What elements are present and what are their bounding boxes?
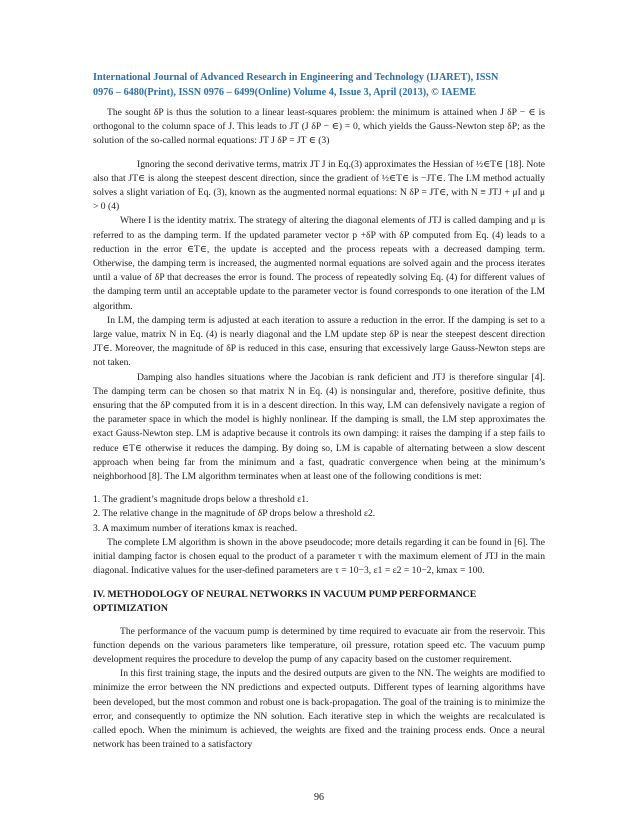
paragraph-training-stage: In this first training stage, the inputs and the desired outputs are given to the NN. The weights are modified to minimize the error between the NN predictions and expected outputs. Different types of learning algorithms have been developed, but the most common and robust one is back-propagation. The goal of the training is to minimize the error, and consequently to optimize the NN solution. Each iterative step in which the weights are recalculated is called epoch. When the minimum is achieved, the weights are fixed and the training process ends. Once a neural network has been trained to a satisfactory bbox=[93, 668, 545, 751]
paragraph-damping-strategy: Where I is the identity matrix. The strategy of altering the diagonal elements of JTJ is called damping and μ is referred to as the damping term. If the updated parameter vector p +δP with δP computed from Eq. (4) leads to a reduction in the error ∈T∈, the update is accepted and the process repeats with a decreased damping term. Otherwise, the damping term is increased, the augmented normal equations are solved again and the process iterates until a value of δP that decreases the error is found. The process of repeatedly solving Eq. (4) for different values of the damping term until an acceptable update to the parameter vector is found corresponds to one iteration of the LM algorithm. bbox=[93, 215, 545, 312]
paragraph-augmented-equations: Ignoring the second derivative terms, matrix JT J in Eq.(3) approximates the Hessian of ½∈T∈ [18]. Note also that JT∈ is along the steepest descent direction, since the gradient of ½∈T∈ is −JT∈. The LM method actually solves a slight variation of Eq. (3), known as the augmented normal equations: N δP = JT∈, with N ≡ JTJ + μI and μ > 0 (4) bbox=[93, 158, 545, 213]
paragraph-rank-deficient: Damping also handles situations where the Jacobian is rank deficient and JTJ is therefore singular [4]. The damping term can be chosen so that matrix N in Eq. (4) is nonsingular and, therefore, positive definite, thus ensuring that the δP computed from it is in a descent direction. In this way, LM can defensively navigate a region of the parameter space in which the model is highly nonlinear. If the damping is small, the LM step approximates the exact Gauss-Newton step. LM is adaptive because it controls its own damping: it raises the damping if a step fails to reduce ∈T∈ otherwise it reduces the damping. By doing so, LM is capable of alternating between a slow descent approach when being far from the minimum and a fast, quadratic convergence when being at the minimum’s neighborhood [8]. The LM algorithm terminates when at least one of the following conditions is met: bbox=[93, 371, 545, 483]
list-item: 1. The gradient’s magnitude drops below a threshold ε1. bbox=[93, 494, 309, 506]
body-text bbox=[93, 106, 545, 752]
paragraph-normal-equations: The sought δP is thus the solution to a linear least-squares problem: the minimum is attained when J δP − ∈ is orthogonal to the column space of J. This leads to JT (J δP − ∈) = 0, which yields the Gauss-Newton step δP; as the solution of the so-called normal equations: JT J δP = JT ∈ (3) bbox=[93, 107, 545, 147]
journal-header-line1: International Journal of Advanced Research in Engineering and Technology (IJARET), ISSN bbox=[93, 72, 499, 83]
section-heading-line2: OPTIMIZATION bbox=[93, 602, 168, 614]
section-heading-line1: IV. METHODOLOGY OF NEURAL NETWORKS IN VACUUM PUMP PERFORMANCE bbox=[93, 588, 477, 600]
termination-conditions-list bbox=[93, 493, 545, 536]
paragraph-vacuum-pump: The performance of the vacuum pump is determined by time required to evacuate air from the reservoir. This function depends on the various parameters like temperature, oil pressure, rotation speed etc. The vacuum pump development requires the procedure to develop the pump of any capacity based on the customer requirement. bbox=[93, 625, 545, 665]
paragraph-pseudocode: The complete LM algorithm is shown in the above pseudocode; more details regarding it can be found in [6]. The initial damping factor is chosen equal to the product of a parameter τ with the maximum element of JTJ in the main diagonal. Indicative values for the user-defined parameters are τ = 10−3, ε1 = ε2 = 10−2, kmax = 100. bbox=[93, 536, 545, 577]
paragraph-damping-adjustment: In LM, the damping term is adjusted at each iteration to assure a reduction in the error. If the damping is set to a large value, matrix N in Eq. (4) is nearly diagonal and the LM update step δP is near the steepest descent direction JT∈. Moreover, the magnitude of δP is reduced in this case, ensuring that excessively large Gauss-Newton steps are not taken. bbox=[93, 314, 545, 369]
list-item: 3. A maximum number of iterations kmax is reached. bbox=[93, 522, 298, 534]
journal-header-line2: 0976 – 6480(Print), ISSN 0976 – 6499(Online) Volume 4, Issue 3, April (2013), © IAEME bbox=[93, 87, 476, 98]
page-number: 96 bbox=[314, 792, 324, 803]
list-item: 2. The relative change in the magnitude of δP drops below a threshold ε2. bbox=[93, 508, 376, 520]
section-heading bbox=[93, 588, 545, 616]
journal-header bbox=[93, 70, 545, 100]
